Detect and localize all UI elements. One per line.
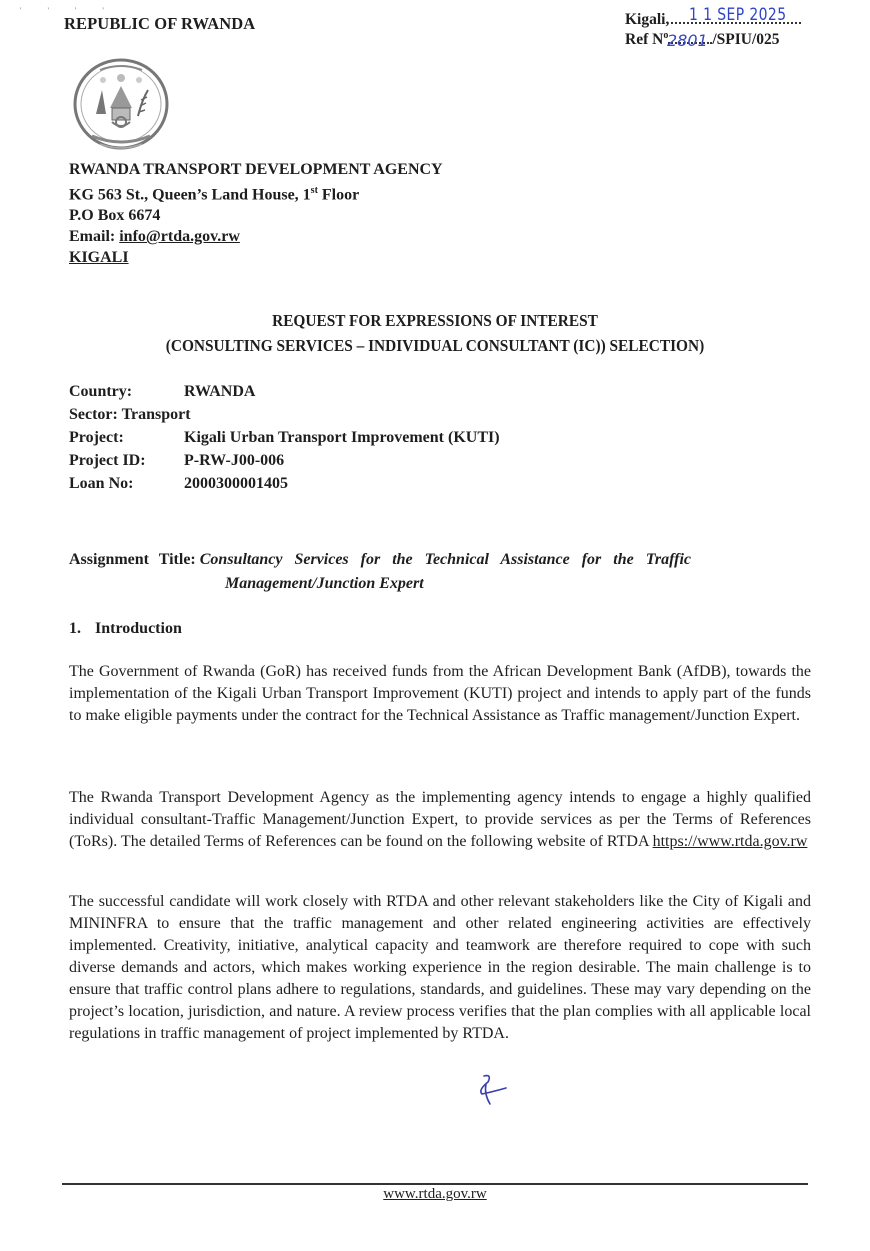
country-row: Country: RWANDA	[69, 383, 256, 400]
project-id-row: Project ID: P-RW-J00-006	[69, 452, 285, 469]
date-line	[625, 5, 865, 30]
agency-email-link[interactable]: info@rtda.gov.rw	[119, 228, 240, 246]
intro-paragraph-3: The successful candidate will work closely with RTDA and other relevant stakeholders like the City of Kigali and MININFRA to ensure that the traffic management and other related engineering activities are effectively implemented. Creativity, initiative, analytical capacity and teamwork are therefore required to cope with such diverse demands and actors, which makes working experience in the region desirable. The main challenge is to ensure that traffic control plans adhere to regulations, standards, and guidelines. These may vary depending on the project’s location, jurisdiction, and nature. A review process verifies that the plan complies with all applicable local regulations in traffic management of project implemented by RTDA.	[69, 893, 811, 1042]
title-line-1: REQUEST FOR EXPRESSIONS OF INTEREST	[272, 311, 598, 330]
footer-website	[0, 1186, 870, 1203]
section-heading-introduction: 1. Introduction	[69, 620, 182, 637]
assignment-title-line-1: Consultancy Services for the Technical Assistance for the Traffic	[199, 551, 692, 568]
rtda-website-link[interactable]: https://www.rtda.gov.rw	[652, 833, 808, 850]
ref-sup: o	[663, 30, 669, 41]
reference-block	[625, 5, 865, 52]
intro-paragraph-2: The Rwanda Transport Development Agency as the implementing agency intends to engage a highly qualified individual consultant-Traffic Management/Junction Expert, to provide services as per the Terms of References (ToRs). The detailed Terms of References can be found on the following website of RTDA https://www.rtda.gov.rw	[69, 789, 811, 850]
sector-row: Sector: Transport	[69, 406, 191, 423]
ref-handwritten-number: 2801	[667, 31, 708, 50]
date-stamp: 1 1 SEP 2025	[689, 5, 787, 25]
agency-name: RWANDA TRANSPORT DEVELOPMENT AGENCY	[69, 161, 443, 178]
agency-city: KIGALI	[69, 249, 129, 267]
agency-street: KG 563 St., Queen’s Land House, 1st Floor	[69, 185, 360, 204]
ref-suffix: /SPIU/025	[712, 31, 780, 49]
agency-email-line: Email: info@rtda.gov.rw	[69, 228, 240, 246]
intro-paragraph-1: The Government of Rwanda (GoR) has received funds from the African Development Bank (AfDB), towards the implementation of the Kigali Urban Transport Improvement (KUTI) project and intends to apply part of the funds to make eligible payments under the contract for the Technical Assistance as Traffic management/Junction Expert.	[69, 663, 811, 724]
rwanda-coat-of-arms-emblem-icon	[70, 56, 172, 156]
footer-website-link[interactable]: www.rtda.gov.rw	[383, 1186, 487, 1202]
place-label: Kigali,	[625, 11, 670, 28]
assignment-title-line-2: Management/Junction Expert	[225, 575, 424, 592]
agency-po-box: P.O Box 6674	[69, 207, 161, 225]
document-title	[0, 308, 870, 358]
loan-row: Loan No: 2000300001405	[69, 475, 288, 492]
agency-address-block	[69, 159, 443, 268]
republic-heading: REPUBLIC OF RWANDA	[64, 14, 256, 33]
assignment-title	[69, 548, 811, 596]
footer-divider	[62, 1183, 808, 1185]
ref-prefix: Ref N	[625, 31, 664, 49]
initials-signature-icon	[470, 1072, 520, 1108]
scan-specks: ' ' ' '	[20, 6, 116, 15]
ref-number-line	[625, 30, 865, 52]
project-row: Project: Kigali Urban Transport Improvement (KUTI)	[69, 429, 500, 446]
project-metadata	[69, 380, 500, 495]
title-line-2: (CONSULTING SERVICES – INDIVIDUAL CONSULTANT (IC)) SELECTION)	[165, 336, 705, 355]
assignment-label: Assignment Title:	[69, 551, 196, 568]
